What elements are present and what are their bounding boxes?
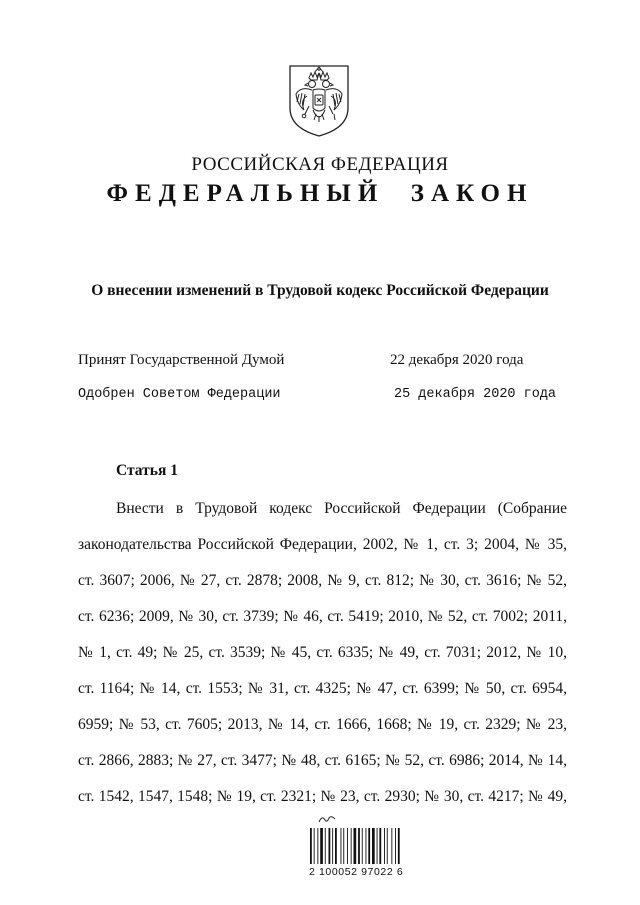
law-title: О внесении изменений в Трудовой кодекс Российской Федерации (91, 282, 549, 299)
article-text-line: ст. 6236; 2009, № 30, ст. 3739; № 46, ст. 5419; 2010, № 52, ст. 7002; 2011, (78, 608, 567, 625)
coat-of-arms-icon (287, 64, 351, 138)
article-text-line: № 1, ст. 49; № 25, ст. 3539; № 45, ст. 6335; № 49, ст. 7031; 2012, № 10, (78, 644, 567, 661)
document-type: ФЕДЕРАЛЬНЫЙ ЗАКОН (106, 180, 534, 207)
council-date: 25 декабря 2020 года (394, 387, 557, 402)
country-name: РОССИЙСКАЯ ФЕДЕРАЦИЯ (191, 154, 449, 175)
article-text-line: законодательства Российской Федерации, 2002, № 1, ст. 3; 2004, № 35, (78, 536, 567, 553)
article-text-line: ст. 1164; № 14, ст. 1553; № 31, ст. 4325; № 47, ст. 6399; № 50, ст. 6954, (78, 680, 567, 697)
article-text-line: 6959; № 53, ст. 7605; 2013, № 14, ст. 1666, 1668; № 19, ст. 2329; № 23, (78, 716, 567, 733)
duma-date: 22 декабря 2020 года (390, 352, 524, 368)
duma-label: Принят Государственной Думой (78, 352, 285, 368)
barcode-number: 2 100052 97022 6 (309, 866, 404, 878)
article-heading: Статья 1 (116, 462, 178, 479)
article-text-line: ст. 3607; 2006, № 27, ст. 2878; 2008, № 9, ст. 812; № 30, ст. 3616; № 52, (78, 572, 567, 589)
article-text-line: ст. 2866, 2883; № 27, ст. 3477; № 48, ст. 6165; № 52, ст. 6986; 2014, № 14, (78, 752, 567, 769)
article-text-line: Внести в Трудовой кодекс Российской Федерации (Собрание (116, 500, 567, 517)
article-text-line: ст. 1542, 1547, 1548; № 19, ст. 2321; № 23, ст. 2930; № 30, ст. 4217; № 49, (78, 788, 567, 805)
council-label: Одобрен Советом Федерации (78, 387, 281, 402)
signature-mark-icon (318, 814, 336, 824)
